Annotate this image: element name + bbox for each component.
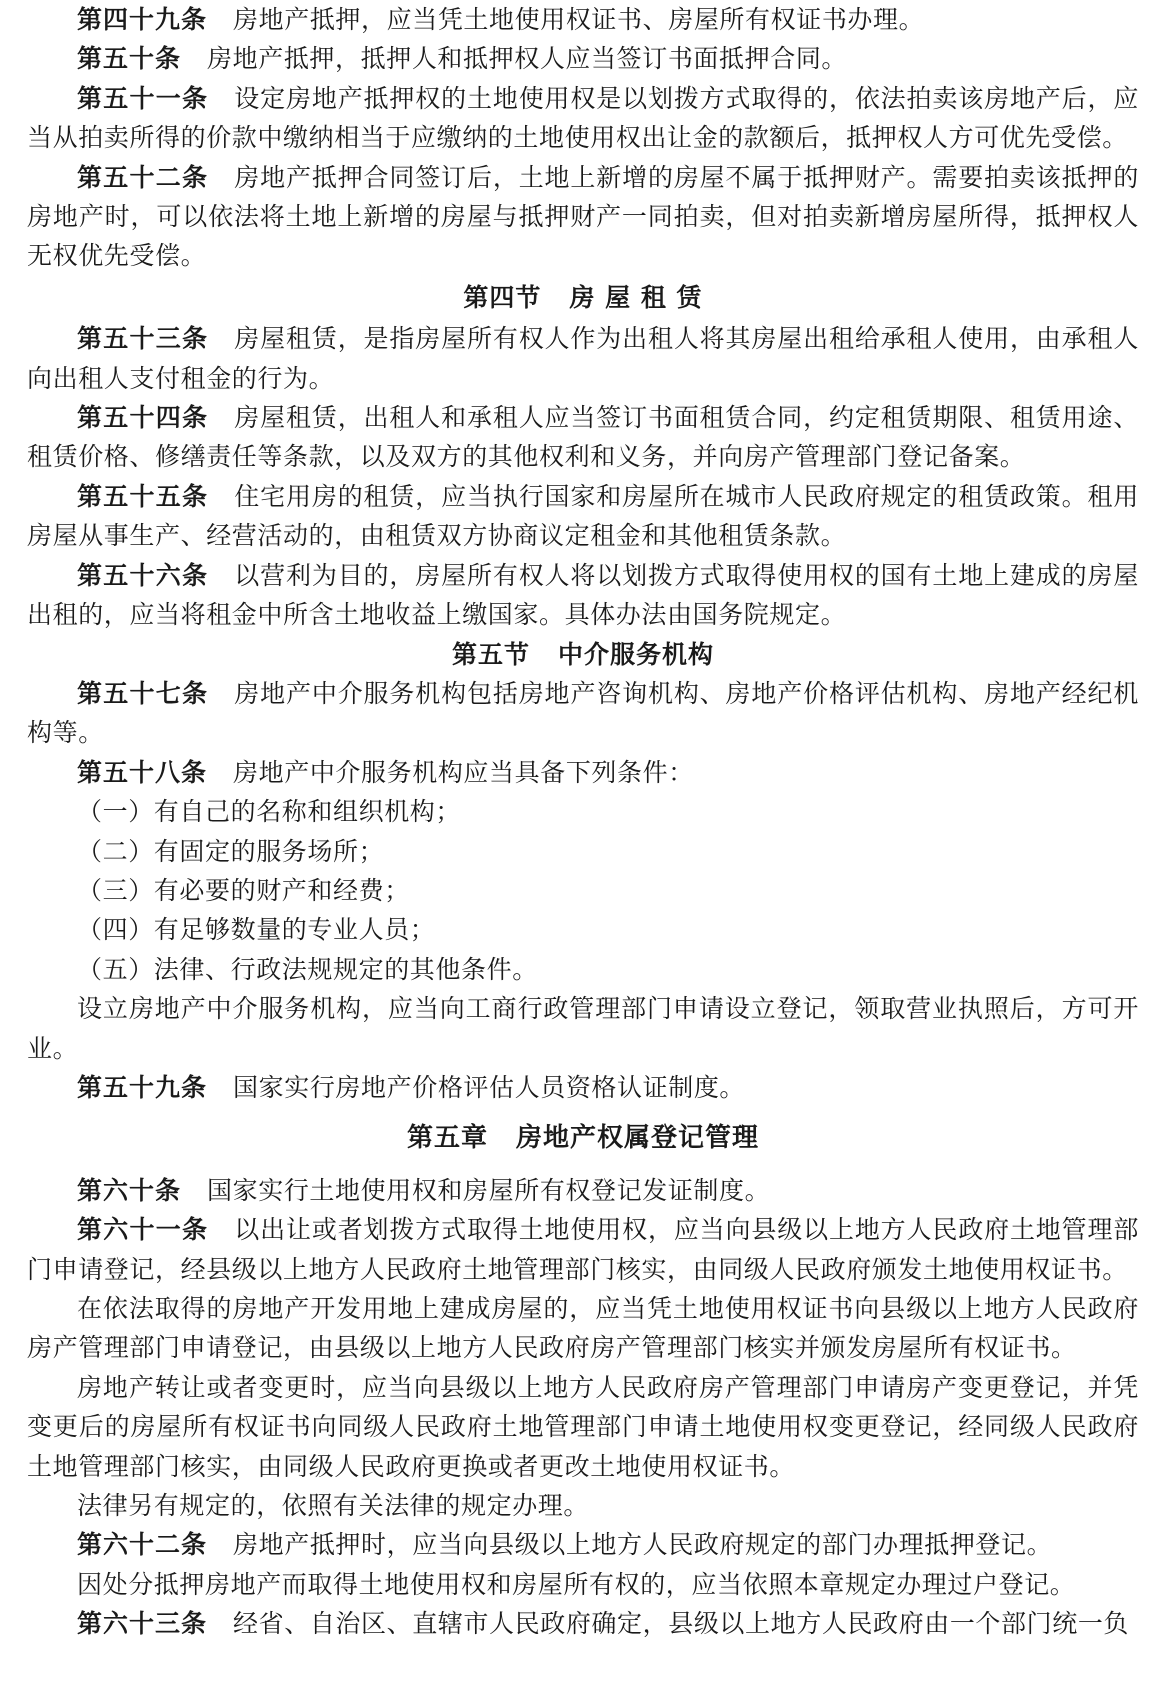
condition-item: （一）有自己的名称和组织机构； <box>77 797 462 827</box>
article-61-para-4: 法律另有规定的，依照有关法律的规定办理。 <box>77 1491 590 1521</box>
article-50 <box>27 39 1139 78</box>
article-61-para-2: 在依法取得的房地产开发用地上建成房屋的，应当凭土地使用权证书向县级以上地方人民政府房产管理部门申请登记，由县级以上地方人民政府房产管理部门核实并颁发房屋所有权证书。 <box>27 1294 1139 1363</box>
section-label: 第四节 <box>463 282 542 312</box>
article-49 <box>27 0 1139 39</box>
article-text: 国家实行房地产价格评估人员资格认证制度。 <box>233 1072 746 1102</box>
article-text: 以出让或者划拨方式取得土地使用权，应当向县级以上地方人民政府土地管理部门申请登记，经县级以上地方人民政府土地管理部门核实，由同级人民政府颁发土地使用权证书。 <box>27 1215 1139 1284</box>
article-57 <box>27 674 1139 753</box>
article-61 <box>27 1210 1139 1289</box>
chapter-label: 第五章 <box>406 1123 488 1154</box>
article-text: 经省、自治区、直辖市人民政府确定，县级以上地方人民政府由一个部门统一负 <box>233 1609 1130 1639</box>
article-54 <box>27 398 1139 477</box>
article-number: 第五十五条 <box>77 481 209 511</box>
section-title: 中介服务机构 <box>558 639 715 669</box>
article-62-para-2: 因处分抵押房地产而取得土地使用权和房屋所有权的，应当依照本章规定办理过户登记。 <box>77 1569 1076 1599</box>
article-text: 国家实行土地使用权和房屋所有权登记发证制度。 <box>207 1175 771 1205</box>
section-4-heading <box>27 278 1139 317</box>
article-58 <box>27 753 1139 792</box>
article-number: 第五十四条 <box>77 403 209 433</box>
article-number: 第六十一条 <box>77 1215 209 1245</box>
article-number: 第五十六条 <box>77 560 209 590</box>
article-number: 第六十条 <box>77 1175 182 1205</box>
article-58-extra: 设立房地产中介服务机构，应当向工商行政管理部门申请设立登记，领取营业执照后，方可开业。 <box>27 994 1139 1063</box>
article-51 <box>27 79 1139 158</box>
condition-item: （二）有固定的服务场所； <box>77 836 385 866</box>
article-60 <box>27 1171 1139 1210</box>
article-56 <box>27 556 1139 635</box>
article-text: 房地产中介服务机构包括房地产咨询机构、房地产价格评估机构、房地产经纪机构等。 <box>27 678 1139 748</box>
chapter-5-heading <box>27 1119 1139 1158</box>
section-5-heading <box>27 635 1139 674</box>
article-53 <box>27 319 1139 398</box>
article-number: 第五十九条 <box>77 1072 208 1102</box>
section-label: 第五节 <box>451 639 530 669</box>
article-55 <box>27 477 1139 556</box>
article-number: 第五十八条 <box>77 757 208 787</box>
condition-item: （五）法律、行政法规规定的其他条件。 <box>77 954 538 984</box>
article-63 <box>27 1604 1139 1643</box>
article-61-para-3: 房地产转让或者变更时，应当向县级以上地方人民政府房产管理部门申请房产变更登记，并凭变更后的房屋所有权证书向同级人民政府土地管理部门申请土地使用权变更登记，经同级人民政府土地管理部门核实，由同级人民政府更换或者更改土地使用权证书。 <box>27 1372 1139 1481</box>
article-number: 第六十二条 <box>77 1530 208 1560</box>
article-text: 房屋租赁，出租人和承租人应当签订书面租赁合同，约定租赁期限、租赁用途、租赁价格、修缮责任等条款，以及双方的其他权利和义务，并向房产管理部门登记备案。 <box>27 403 1139 472</box>
article-text: 设定房地产抵押权的土地使用权是以划拨方式取得的，依法拍卖该房地产后，应当从拍卖所得的价款中缴纳相当于应缴纳的土地使用权出让金的款额后，抵押权人方可优先受偿。 <box>27 83 1139 153</box>
article-text: 房屋租赁，是指房屋所有权人作为出租人将其房屋出租给承租人使用，由承租人向出租人支付租金的行为。 <box>27 324 1139 393</box>
article-number: 第五十七条 <box>77 678 209 708</box>
article-52 <box>27 158 1139 276</box>
condition-item: （四）有足够数量的专业人员； <box>77 915 436 945</box>
article-text: 以营利为目的，房屋所有权人将以划拨方式取得使用权的国有土地上建成的房屋出租的，应当将租金中所含土地收益上缴国家。具体办法由国务院规定。 <box>27 560 1139 630</box>
article-text: 住宅用房的租赁，应当执行国家和房屋所在城市人民政府规定的租赁政策。租用房屋从事生产、经营活动的，由租赁双方协商议定租金和其他租赁条款。 <box>27 481 1139 551</box>
article-number: 第五十条 <box>77 44 182 74</box>
section-title: 房 屋 租 赁 <box>569 282 703 312</box>
article-number: 第五十三条 <box>77 324 209 354</box>
condition-item: （三）有必要的财产和经费； <box>77 875 410 905</box>
article-62 <box>27 1525 1139 1564</box>
article-text: 房地产中介服务机构应当具备下列条件： <box>233 757 694 787</box>
article-number: 第六十三条 <box>77 1609 208 1639</box>
article-text: 房地产抵押时，应当向县级以上地方人民政府规定的部门办理抵押登记。 <box>233 1530 1053 1560</box>
article-number: 第四十九条 <box>77 5 208 34</box>
article-number: 第五十二条 <box>77 162 209 192</box>
article-59 <box>27 1068 1139 1107</box>
chapter-title: 房地产权属登记管理 <box>516 1123 760 1154</box>
article-text: 房地产抵押合同签订后，土地上新增的房屋不属于抵押财产。需要拍卖该抵押的房地产时，可以依法将土地上新增的房屋与抵押财产一同拍卖，但对拍卖新增房屋所得，抵押权人无权优先受偿。 <box>27 162 1139 271</box>
article-text: 房地产抵押，应当凭土地使用权证书、房屋所有权证书办理。 <box>233 5 925 34</box>
article-number: 第五十一条 <box>77 83 209 113</box>
article-text: 房地产抵押，抵押人和抵押权人应当签订书面抵押合同。 <box>207 44 848 74</box>
